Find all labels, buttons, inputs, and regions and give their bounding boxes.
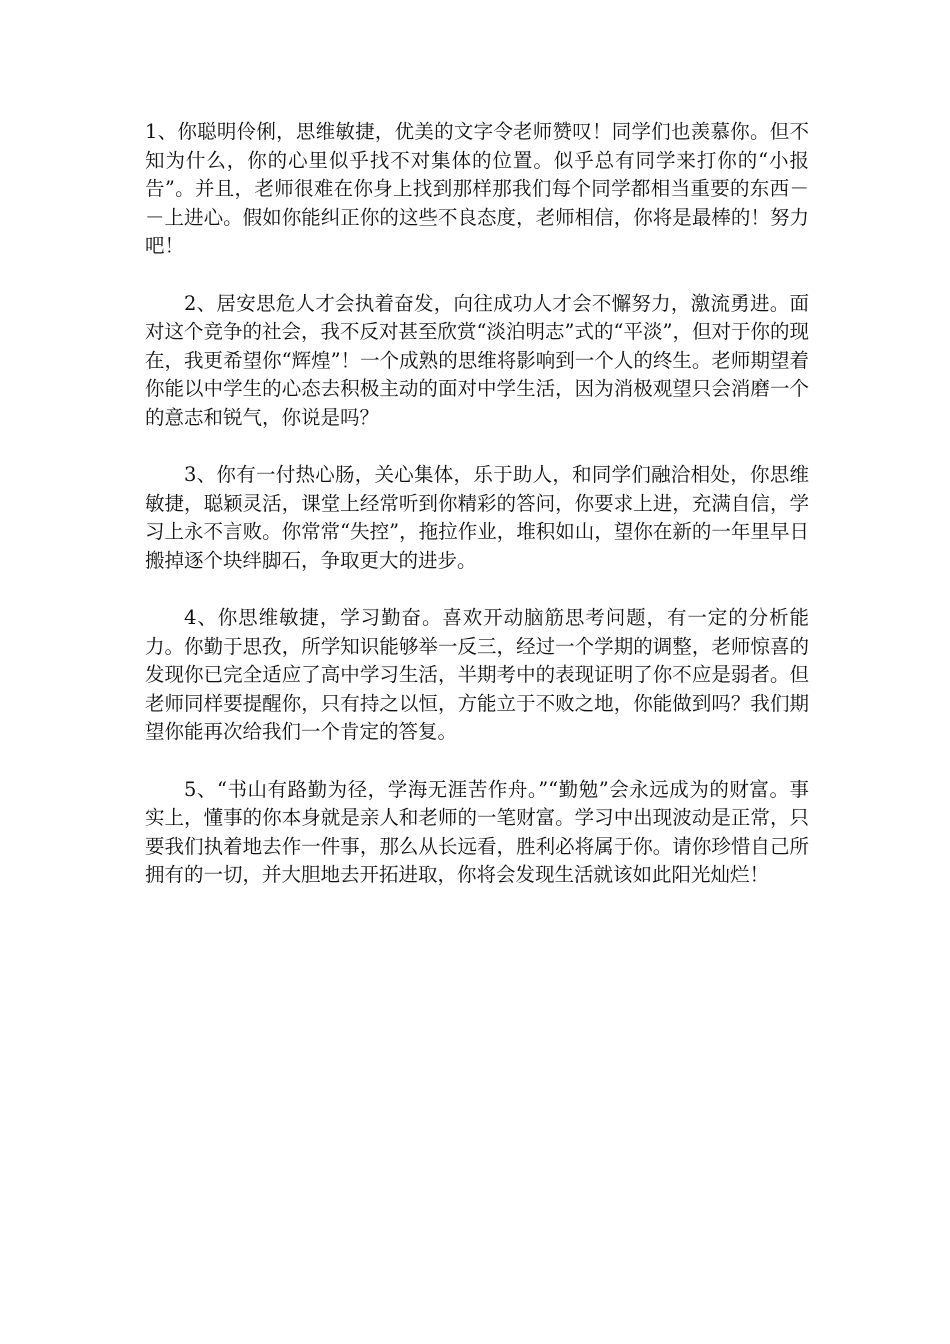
paragraph-2: 2、居安思危人才会执着奋发，向往成功人才会不懈努力，激流勇进。面对这个竞争的社会，我不反对甚至欣赏“淡泊明志”式的“平淡”，但对于你的现在，我更希望你“辉煌”！一个成熟的思维将影响到一个人的终生。老师期望着你能以中学生的心态去积极主动的面对中学生活，因为消极观望只会消磨一个的意志和锐气，你说是吗？ [145, 291, 809, 429]
paragraph-5: 5、“书山有路勤为径，学海无涯苦作舟。”“勤勉”会永远成为的财富。事实上，懂事的你本身就是亲人和老师的一笔财富。学习中出现波动是正常，只要我们执着地去作一件事，那么从长远看，胜利必将属于你。请你珍惜自己所拥有的一切，并大胆地去开拓进取，你将会发现生活就该如此阳光灿烂！ [145, 777, 809, 887]
paragraph-4: 4、你思维敏捷，学习勤奋。喜欢开动脑筋思考问题，有一定的分析能力。你勤于思孜，所学知识能够举一反三，经过一个学期的调整，老师惊喜的发现你已完全适应了高中学习生活，半期考中的表现证明了你不应是弱者。但老师同样要提醒你，只有持之以恒，方能立于不败之地，你能做到吗？我们期望你能再次给我们一个肯定的答复。 [145, 606, 809, 744]
document-body [145, 118, 809, 919]
paragraph-1: 1、你聪明伶俐，思维敏捷，优美的文字令老师赞叹！同学们也羡慕你。但不知为什么，你的心里似乎找不对集体的位置。似乎总有同学来打你的“小报告”。并且，老师很难在你身上找到那样那我们每个同学都相当重要的东西－－上进心。假如你能纠正你的这些不良态度，老师相信，你将是最棒的！努力吧！ [145, 120, 809, 258]
paragraph-3: 3、你有一付热心肠，关心集体，乐于助人，和同学们融洽相处，你思维敏捷，聪颖灵活，课堂上经常听到你精彩的答问，你要求上进，充满自信，学习上永不言败。你常常“失控”，拖拉作业，堆积如山，望你在新的一年里早日搬掉逐个块绊脚石，争取更大的进步。 [145, 463, 809, 572]
